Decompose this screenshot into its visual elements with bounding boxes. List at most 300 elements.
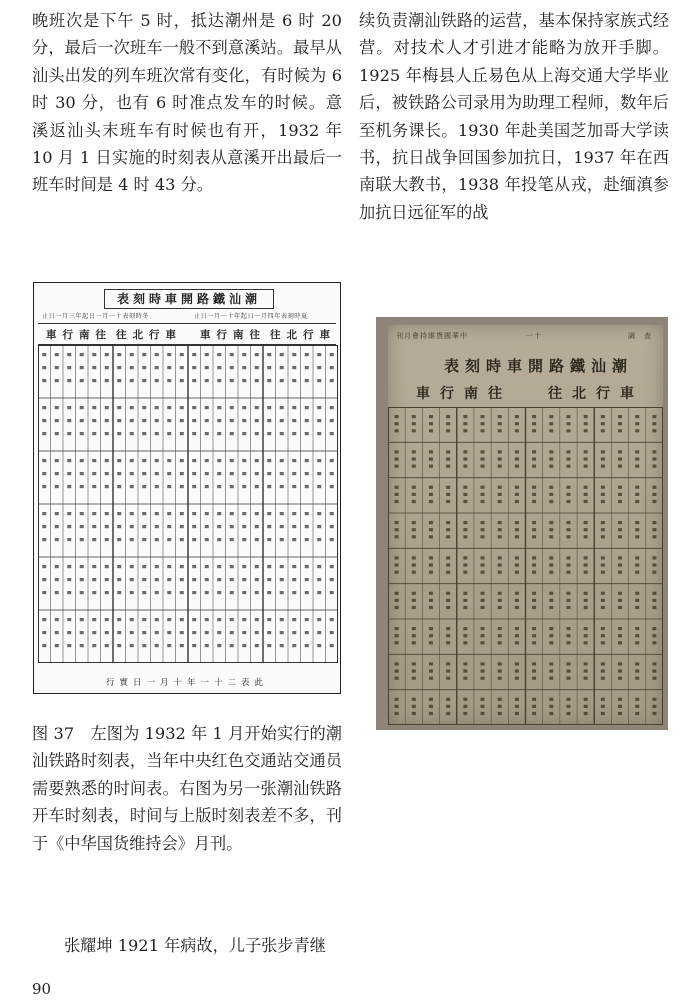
printed-glyph-mark (412, 634, 416, 637)
printed-glyph-mark (192, 591, 196, 594)
printed-glyph-mark (242, 406, 246, 409)
printed-glyph-mark (601, 606, 605, 609)
body-paragraph-right (359, 7, 669, 226)
printed-glyph-mark (549, 500, 553, 503)
printed-glyph-mark (635, 705, 639, 708)
printed-glyph-mark (255, 512, 259, 515)
printed-glyph-mark (601, 415, 605, 418)
printed-glyph-mark (566, 500, 570, 503)
printed-glyph-mark (242, 485, 246, 488)
printed-glyph-mark (652, 705, 656, 708)
printed-glyph-mark (446, 712, 450, 715)
printed-glyph-mark (481, 450, 485, 453)
printed-glyph-mark (618, 465, 622, 468)
printed-glyph-mark (55, 459, 59, 462)
printed-glyph-mark (267, 644, 271, 647)
printed-glyph-mark (305, 538, 309, 541)
printed-glyph-mark (192, 432, 196, 435)
printed-glyph-mark (395, 627, 399, 630)
printed-glyph-mark (292, 512, 296, 515)
printed-glyph-mark (549, 486, 553, 489)
printed-glyph-mark (242, 419, 246, 422)
printed-glyph-mark (429, 563, 433, 566)
printed-glyph-mark (481, 500, 485, 503)
printed-glyph-mark (584, 528, 588, 531)
photo-header: 車行南往 (416, 386, 512, 402)
printed-glyph-mark (463, 528, 467, 531)
printed-glyph-mark (180, 565, 184, 568)
printed-glyph-mark (566, 571, 570, 574)
printed-glyph-mark (584, 698, 588, 701)
printed-glyph-mark (463, 669, 467, 672)
printed-glyph-mark (192, 538, 196, 541)
printed-glyph-mark (117, 538, 121, 541)
printed-glyph-mark (255, 591, 259, 594)
printed-glyph-mark (481, 493, 485, 496)
printed-glyph-mark (292, 406, 296, 409)
paragraph-text: 续负责潮汕铁路的运营，基本保持家族式经营。对技术人才引进才能略为放开手脚。1925 年梅县人丘易色从上海交通大学毕业后，被铁路公司录用为助理工程师，数年后至机务课长。1930 年赴美国芝加哥大学读书，抗日战争回国参加抗日，1937 年在西南联大教书，1938 年投笔从戎，赴缅滇参加抗日远征军的战 (359, 11, 669, 222)
timetable-photo-right (376, 317, 668, 730)
printed-glyph-mark (230, 366, 234, 369)
printed-glyph-mark (280, 631, 284, 634)
printed-glyph-mark (481, 415, 485, 418)
printed-glyph-mark (463, 563, 467, 566)
printed-glyph-mark (429, 662, 433, 665)
printed-glyph-mark (429, 627, 433, 630)
printed-glyph-mark (446, 571, 450, 574)
printed-glyph-mark (317, 591, 321, 594)
printed-glyph-mark (180, 459, 184, 462)
printed-glyph-mark (217, 379, 221, 382)
printed-glyph-mark (618, 627, 622, 630)
printed-glyph-mark (446, 493, 450, 496)
printed-glyph-mark (167, 419, 171, 422)
printed-glyph-mark (167, 459, 171, 462)
printed-glyph-mark (566, 712, 570, 715)
printed-glyph-mark (446, 606, 450, 609)
printed-glyph-mark (446, 450, 450, 453)
printed-glyph-mark (55, 432, 59, 435)
printed-glyph-mark (280, 538, 284, 541)
printed-glyph-mark (429, 415, 433, 418)
printed-glyph-mark (652, 669, 656, 672)
printed-glyph-mark (255, 366, 259, 369)
printed-glyph-mark (330, 631, 334, 634)
printed-glyph-mark (515, 669, 519, 672)
printed-glyph-mark (280, 591, 284, 594)
printed-glyph-mark (42, 353, 46, 356)
printed-glyph-mark (167, 472, 171, 475)
printed-glyph-mark (130, 406, 134, 409)
printed-glyph-mark (317, 379, 321, 382)
printed-glyph-mark (481, 634, 485, 637)
printed-glyph-mark (317, 565, 321, 568)
printed-glyph-mark (42, 631, 46, 634)
printed-glyph-mark (566, 422, 570, 425)
printed-glyph-mark (584, 457, 588, 460)
printed-glyph-mark (205, 419, 209, 422)
printed-glyph-mark (549, 627, 553, 630)
printed-glyph-mark (92, 525, 96, 528)
printed-glyph-mark (330, 618, 334, 621)
timetable-subtitle-right: 止日一月一十年起日一月四年表刻時夏 (194, 313, 308, 320)
printed-glyph-mark (635, 634, 639, 637)
printed-glyph-mark (242, 472, 246, 475)
printed-glyph-mark (652, 641, 656, 644)
printed-glyph-mark (601, 627, 605, 630)
printed-glyph-mark (117, 578, 121, 581)
printed-glyph-mark (130, 565, 134, 568)
printed-glyph-mark (635, 698, 639, 701)
printed-glyph-mark (549, 669, 553, 672)
printed-glyph-mark (155, 565, 159, 568)
printed-glyph-mark (463, 422, 467, 425)
printed-glyph-mark (80, 618, 84, 621)
printed-glyph-mark (155, 631, 159, 634)
printed-glyph-mark (117, 379, 121, 382)
printed-glyph-mark (155, 538, 159, 541)
printed-glyph-mark (532, 521, 536, 524)
printed-glyph-mark (267, 353, 271, 356)
printed-glyph-mark (292, 353, 296, 356)
printed-glyph-mark (635, 669, 639, 672)
printed-glyph-mark (255, 565, 259, 568)
printed-glyph-mark (205, 459, 209, 462)
printed-glyph-mark (498, 705, 502, 708)
printed-glyph-mark (549, 698, 553, 701)
printed-glyph-mark (280, 419, 284, 422)
printed-glyph-mark (105, 432, 109, 435)
printed-glyph-mark (230, 644, 234, 647)
printed-glyph-mark (446, 556, 450, 559)
photo-title: 表刻時車開路鐵汕潮 (443, 357, 633, 375)
printed-glyph-mark (230, 591, 234, 594)
printed-glyph-mark (498, 457, 502, 460)
paragraph-text: 晚班次是下午 5 时，抵达潮州是 6 时 20 分，最后一次班车一般不到意溪站。最早从汕头出发的列车班次常有变化，有时候为 6 时 30 分，也有 6 时准点发车的时候。意溪返汕头末班车有时候也有开，1932 年 10 月 1 日实施的时刻表从意溪开出最后一班车时间是 4 时 43 分。 (32, 11, 342, 195)
printed-glyph-mark (446, 422, 450, 425)
printed-glyph-mark (652, 528, 656, 531)
printed-glyph-mark (498, 500, 502, 503)
printed-glyph-mark (601, 528, 605, 531)
printed-glyph-mark (395, 599, 399, 602)
printed-glyph-mark (463, 486, 467, 489)
printed-glyph-mark (92, 406, 96, 409)
printed-glyph-mark (618, 662, 622, 665)
printed-glyph-mark (601, 677, 605, 680)
printed-glyph-mark (652, 627, 656, 630)
printed-glyph-mark (395, 641, 399, 644)
printed-glyph-mark (217, 459, 221, 462)
printed-glyph-mark (635, 592, 639, 595)
printed-glyph-mark (280, 512, 284, 515)
printed-glyph-mark (601, 599, 605, 602)
printed-glyph-mark (549, 429, 553, 432)
printed-glyph-mark (267, 591, 271, 594)
printed-glyph-mark (142, 525, 146, 528)
printed-glyph-mark (67, 406, 71, 409)
printed-glyph-mark (80, 459, 84, 462)
printed-glyph-mark (566, 450, 570, 453)
printed-glyph-mark (55, 485, 59, 488)
printed-glyph-mark (601, 486, 605, 489)
printed-glyph-mark (429, 465, 433, 468)
printed-glyph-mark (317, 578, 321, 581)
printed-glyph-mark (463, 606, 467, 609)
printed-glyph-mark (498, 465, 502, 468)
printed-glyph-mark (498, 698, 502, 701)
printed-glyph-mark (498, 669, 502, 672)
printed-glyph-mark (130, 419, 134, 422)
printed-glyph-mark (305, 432, 309, 435)
printed-glyph-mark (92, 591, 96, 594)
printed-glyph-mark (584, 450, 588, 453)
printed-glyph-mark (317, 618, 321, 621)
printed-glyph-mark (412, 500, 416, 503)
printed-glyph-mark (395, 528, 399, 531)
printed-glyph-mark (584, 429, 588, 432)
printed-glyph-mark (267, 565, 271, 568)
printed-glyph-mark (498, 712, 502, 715)
printed-glyph-mark (55, 419, 59, 422)
printed-glyph-mark (429, 599, 433, 602)
printed-glyph-mark (180, 525, 184, 528)
printed-glyph-mark (601, 521, 605, 524)
printed-glyph-mark (618, 698, 622, 701)
printed-glyph-mark (117, 591, 121, 594)
printed-glyph-mark (566, 606, 570, 609)
printed-glyph-mark (412, 556, 416, 559)
printed-glyph-mark (395, 556, 399, 559)
printed-glyph-mark (566, 429, 570, 432)
printed-glyph-mark (330, 353, 334, 356)
printed-glyph-mark (566, 705, 570, 708)
printed-glyph-mark (155, 353, 159, 356)
printed-glyph-mark (549, 641, 553, 644)
printed-glyph-mark (584, 493, 588, 496)
printed-glyph-mark (515, 415, 519, 418)
printed-glyph-mark (635, 606, 639, 609)
printed-glyph-mark (652, 486, 656, 489)
printed-glyph-mark (601, 450, 605, 453)
printed-glyph-mark (255, 353, 259, 356)
printed-glyph-mark (652, 465, 656, 468)
printed-glyph-mark (652, 415, 656, 418)
printed-glyph-mark (463, 641, 467, 644)
printed-glyph-mark (230, 525, 234, 528)
printed-glyph-mark (230, 565, 234, 568)
printed-glyph-mark (515, 698, 519, 701)
printed-glyph-mark (601, 592, 605, 595)
printed-glyph-mark (192, 618, 196, 621)
printed-glyph-mark (446, 592, 450, 595)
printed-glyph-mark (395, 705, 399, 708)
printed-glyph-mark (117, 472, 121, 475)
printed-glyph-mark (105, 591, 109, 594)
printed-glyph-mark (412, 662, 416, 665)
printed-glyph-mark (652, 556, 656, 559)
printed-glyph-mark (515, 521, 519, 524)
printed-glyph-mark (498, 535, 502, 538)
printed-glyph-mark (515, 599, 519, 602)
printed-glyph-mark (242, 565, 246, 568)
printed-glyph-mark (330, 419, 334, 422)
printed-glyph-mark (584, 563, 588, 566)
printed-glyph-mark (192, 485, 196, 488)
printed-glyph-mark (192, 565, 196, 568)
printed-glyph-mark (429, 429, 433, 432)
figure-caption (32, 720, 342, 857)
printed-glyph-mark (167, 406, 171, 409)
printed-glyph-mark (267, 432, 271, 435)
printed-glyph-mark (242, 366, 246, 369)
printed-glyph-mark (42, 366, 46, 369)
printed-glyph-mark (481, 641, 485, 644)
printed-glyph-mark (217, 419, 221, 422)
printed-glyph-mark (167, 631, 171, 634)
photo-top-label: 刊月會持維貨國華中 (396, 332, 468, 340)
printed-glyph-mark (566, 677, 570, 680)
printed-glyph-mark (280, 353, 284, 356)
printed-glyph-mark (584, 592, 588, 595)
printed-glyph-mark (601, 563, 605, 566)
printed-glyph-mark (429, 606, 433, 609)
printed-glyph-mark (180, 512, 184, 515)
printed-glyph-mark (446, 705, 450, 708)
printed-glyph-mark (618, 634, 622, 637)
printed-glyph-mark (566, 521, 570, 524)
printed-glyph-mark (317, 353, 321, 356)
printed-glyph-mark (429, 500, 433, 503)
printed-glyph-mark (67, 618, 71, 621)
printed-glyph-mark (652, 606, 656, 609)
printed-glyph-mark (180, 538, 184, 541)
printed-glyph-mark (446, 486, 450, 489)
printed-glyph-mark (92, 631, 96, 634)
printed-glyph-mark (317, 512, 321, 515)
printed-glyph-mark (532, 712, 536, 715)
printed-glyph-mark (92, 538, 96, 541)
printed-glyph-mark (317, 525, 321, 528)
printed-glyph-mark (330, 472, 334, 475)
printed-glyph-mark (584, 641, 588, 644)
printed-glyph-mark (481, 599, 485, 602)
printed-glyph-mark (255, 538, 259, 541)
printed-glyph-mark (635, 571, 639, 574)
printed-glyph-mark (532, 705, 536, 708)
printed-glyph-mark (601, 457, 605, 460)
printed-glyph-mark (167, 512, 171, 515)
printed-glyph-mark (205, 644, 209, 647)
printed-glyph-mark (280, 472, 284, 475)
printed-glyph-mark (532, 500, 536, 503)
timetable-figure-left (33, 282, 341, 694)
printed-glyph-mark (446, 465, 450, 468)
printed-glyph-mark (412, 669, 416, 672)
printed-glyph-mark (242, 432, 246, 435)
printed-glyph-mark (330, 512, 334, 515)
printed-glyph-mark (463, 556, 467, 559)
printed-glyph-mark (67, 538, 71, 541)
printed-glyph-mark (292, 459, 296, 462)
printed-glyph-mark (446, 669, 450, 672)
printed-glyph-mark (652, 493, 656, 496)
printed-glyph-mark (463, 599, 467, 602)
printed-glyph-mark (395, 592, 399, 595)
printed-glyph-mark (292, 432, 296, 435)
printed-glyph-mark (635, 422, 639, 425)
printed-glyph-mark (267, 512, 271, 515)
printed-glyph-mark (267, 538, 271, 541)
printed-glyph-mark (618, 535, 622, 538)
printed-glyph-mark (463, 592, 467, 595)
printed-glyph-mark (549, 450, 553, 453)
printed-glyph-mark (412, 705, 416, 708)
printed-glyph-mark (142, 618, 146, 621)
printed-glyph-mark (142, 512, 146, 515)
printed-glyph-mark (80, 472, 84, 475)
printed-glyph-mark (155, 432, 159, 435)
printed-glyph-mark (280, 432, 284, 435)
printed-glyph-mark (192, 459, 196, 462)
printed-glyph-mark (652, 712, 656, 715)
printed-glyph-mark (549, 705, 553, 708)
printed-glyph-mark (305, 512, 309, 515)
printed-glyph-mark (167, 644, 171, 647)
printed-glyph-mark (180, 419, 184, 422)
printed-glyph-mark (463, 500, 467, 503)
printed-glyph-mark (167, 565, 171, 568)
printed-glyph-mark (498, 677, 502, 680)
printed-glyph-mark (292, 366, 296, 369)
printed-glyph-mark (167, 485, 171, 488)
printed-glyph-mark (498, 429, 502, 432)
printed-glyph-mark (330, 379, 334, 382)
printed-glyph-mark (566, 698, 570, 701)
printed-glyph-mark (601, 698, 605, 701)
printed-glyph-mark (412, 571, 416, 574)
printed-glyph-mark (481, 486, 485, 489)
printed-glyph-mark (446, 677, 450, 680)
printed-glyph-mark (167, 578, 171, 581)
printed-glyph-mark (130, 578, 134, 581)
printed-glyph-mark (601, 705, 605, 708)
printed-glyph-mark (255, 419, 259, 422)
printed-glyph-mark (142, 472, 146, 475)
printed-glyph-mark (80, 538, 84, 541)
printed-glyph-mark (180, 379, 184, 382)
printed-glyph-mark (167, 538, 171, 541)
printed-glyph-mark (130, 432, 134, 435)
photo-top-label: 調 查 (628, 332, 652, 340)
printed-glyph-mark (230, 512, 234, 515)
printed-glyph-mark (205, 353, 209, 356)
printed-glyph-mark (230, 618, 234, 621)
printed-glyph-mark (292, 472, 296, 475)
printed-glyph-mark (55, 538, 59, 541)
printed-glyph-mark (481, 571, 485, 574)
printed-glyph-mark (205, 631, 209, 634)
printed-glyph-mark (429, 571, 433, 574)
printed-glyph-mark (105, 578, 109, 581)
printed-glyph-mark (566, 669, 570, 672)
printed-glyph-mark (305, 631, 309, 634)
printed-glyph-mark (566, 465, 570, 468)
printed-glyph-mark (267, 618, 271, 621)
printed-glyph-mark (267, 459, 271, 462)
printed-glyph-mark (481, 556, 485, 559)
printed-glyph-mark (584, 486, 588, 489)
printed-glyph-mark (498, 450, 502, 453)
